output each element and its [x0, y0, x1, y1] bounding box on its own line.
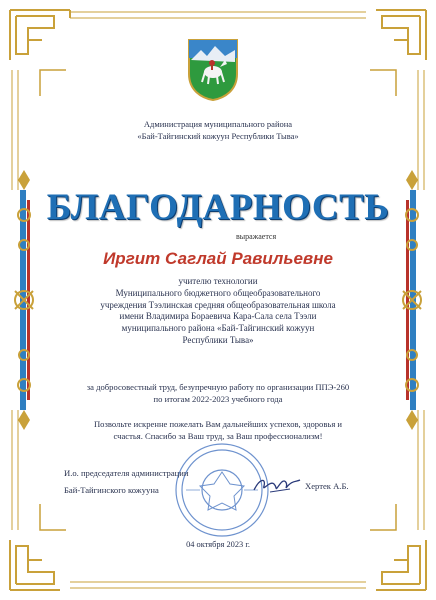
wishes-text [0, 419, 436, 442]
recipient-line: учителю технологии [178, 276, 258, 286]
issuer-line-2: «Бай-Тайгинский кожуун Республики Тыва» [137, 131, 299, 141]
issuer-line-1: Администрация муниципального района [143, 119, 293, 129]
recipient-name: Иргит Саглай Равильевне [103, 249, 333, 268]
handwritten-signature [252, 474, 302, 496]
coat-of-arms-emblem [185, 36, 241, 102]
recipient-line: учреждения Тээлинская средняя общеобразовательная школа [100, 299, 336, 310]
recipient-details [0, 276, 436, 347]
signatory-position-line-1: И.о. председателя администрации [64, 468, 189, 478]
expressed-label: выражается [236, 232, 277, 241]
recipient-line: Муниципального бюджетного общеобразовательного [115, 287, 321, 298]
issuer-header [0, 118, 436, 142]
certificate-title: БЛАГОДАРНОСТЬ [46, 187, 390, 228]
wish-line: счастья. Спасибо за Ваш труд, за Ваш профессионализм! [113, 430, 323, 441]
issue-date: 04 октября 2023 г. [186, 540, 250, 549]
merit-line: за добросовестный труд, безупречную работу по организации ППЭ-260 [86, 382, 350, 392]
signatory-name: Хертек А.Б. [305, 481, 349, 491]
signatory-position [64, 465, 188, 498]
recipient-line: Республики Тыва» [182, 334, 254, 345]
merit-text [0, 382, 436, 405]
corner-ornament-top-left [10, 10, 60, 60]
recipient-line: имени Владимира Бораевича Кара-Сала села Тээли [119, 311, 317, 322]
signatory-position-line-2: Бай-Тайгинского кожууна [64, 484, 159, 495]
wish-line: Позвольте искренне пожелать Вам дальнейших успехов, здоровья и [93, 419, 343, 429]
corner-ornament-top-right [376, 10, 426, 60]
merit-line: по итогам 2022-2023 учебного года [153, 393, 283, 404]
recipient-line: муниципального района «Бай-Тайгинский кожуун [121, 323, 315, 334]
